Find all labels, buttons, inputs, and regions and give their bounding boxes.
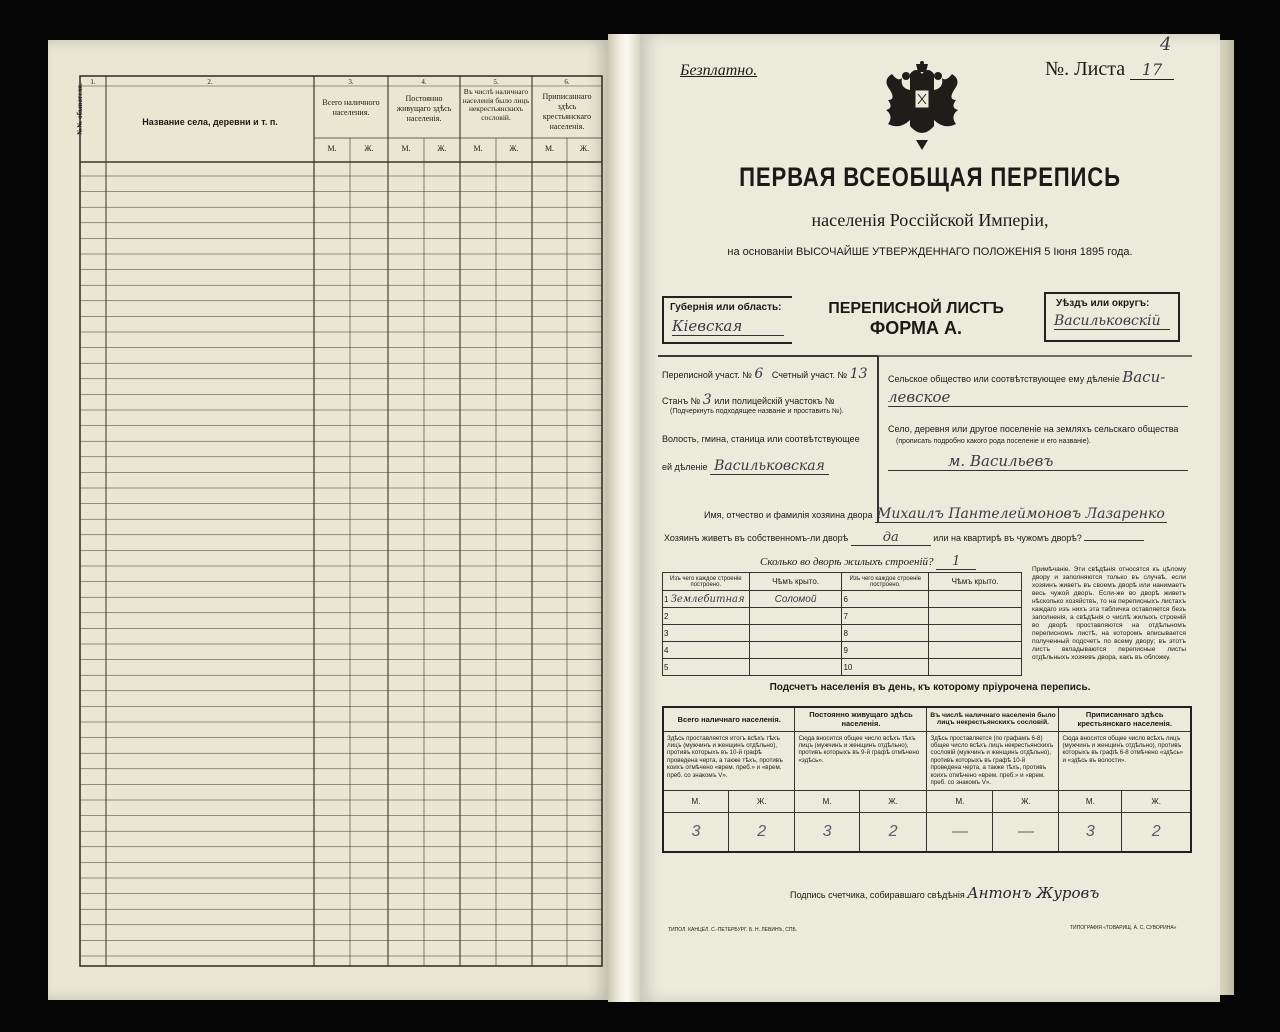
col6-male: М. <box>544 144 555 153</box>
document-basis: на основаніи ВЫСОЧАЙШЕ УТВЕРЖДЕННАГО ПОЛОЖЕНІЯ 5 Іюня 1895 года. <box>727 246 1133 258</box>
sheet-number <box>1045 58 1174 81</box>
right-page <box>640 34 1220 1002</box>
bld-header-what-right: Изъ чего каждое строеніе построено. <box>842 573 929 591</box>
col3-header: Всего наличного населения. <box>322 98 380 117</box>
printer-left: ТИПОЛ. КАНЦЕЛ. С.-ПЕТЕРБУРГ. Б. Н. ЛЕВИНЪ, СПБ. <box>668 927 798 933</box>
sum-m-3: М. <box>927 790 993 812</box>
free-label: Безплатно. <box>680 62 758 79</box>
summary-title: Подсчетъ населенія въ день, къ которому пріурочена перепись. <box>769 682 1091 693</box>
sum-value: — <box>993 812 1059 852</box>
sum-m-4: М. <box>1059 790 1122 812</box>
bld-num: 10 <box>842 659 929 676</box>
bld-row <box>663 591 1022 608</box>
sum-f-4: Ж. <box>1122 790 1191 812</box>
signature-label: Подпись счетчика, собиравшаго свѣдѣнія <box>790 890 965 900</box>
society-label: Сельское общество или соотвѣтствующее ему дѣленіе <box>888 374 1120 384</box>
volost-value: Васильковская <box>710 458 829 475</box>
bld-num: 7 <box>842 608 929 625</box>
buildings-table <box>662 572 1022 676</box>
col1-header: №№ обывателя. <box>76 83 84 135</box>
signature-row <box>790 884 1210 902</box>
note-text: Примѣчаніе. Эти свѣдѣнія относятся къ цѣлому двору и заполняются только въ случаѣ, если хозяинъ живетъ въ своемъ дворѣ или нанимаетъ весь чужой дворъ. Если-же во дворѣ живетъ нѣсколько хозяйствъ, то на переписныхъ листахъ каждаго изъ нихъ эта табличка оставляется безъ заполненія, а свѣдѣнія о числѣ жилыхъ строеній во дворѣ проставляются на отдѣльномъ переписномъ листѣ, на которомъ вписывается полученный подсчетъ по всему двору; въ этотъ листъ вкладываются переписные листы отдѣльныхъ хозяевъ двора, какъ въ обложку. <box>1032 566 1186 662</box>
bld-row1-what: Землебитная <box>670 593 745 605</box>
police-label: или полицейскій участокъ № <box>714 396 835 406</box>
sum-desc-3: Здѣсь проставляется (по графамъ 6-8) общее число всѣхъ лицъ некрестьянскихъ сословій (мужчинъ и женщинъ отдѣльно), противъ которыхъ въ графѣ 10-й проведена черта, а также тѣхъ, противъ коихъ отмѣчено «врем. преб.» и «врем. преб. со знакомъ V». <box>927 731 1059 790</box>
province-label: Губернія или область: <box>670 302 782 313</box>
col-number-4: 4. <box>421 78 427 86</box>
owner-row <box>704 506 1214 522</box>
village-value: м. Васильевъ <box>888 452 1188 471</box>
province-box <box>662 296 792 344</box>
buildings-label: Сколько во дворѣ жилыхъ строеній? <box>760 556 934 568</box>
volost-label-2: ей дѣленіе <box>662 462 708 472</box>
col-number-1: 1. <box>90 78 96 86</box>
signature-value: Антонъ Журовъ <box>967 884 1100 902</box>
sum-value: 2 <box>1122 812 1191 852</box>
bld-num: 4 <box>663 642 750 659</box>
stan-value: 3 <box>702 392 712 408</box>
page-edges <box>1220 40 1234 995</box>
col4-male: М. <box>401 144 411 153</box>
volost-label: Волость, гмина, станица или соотвѣтствующее <box>662 434 860 444</box>
lives-row <box>664 530 1184 546</box>
left-table-grid <box>48 40 608 1000</box>
sum-m-2: М. <box>795 790 859 812</box>
census-section-row <box>662 366 872 382</box>
census-section-label: Переписной участ. № <box>662 370 752 380</box>
book-spine <box>608 34 640 1002</box>
sum-value: 3 <box>663 812 728 852</box>
rent-label: или на квартирѣ въ чужомъ дворѣ? <box>933 533 1082 543</box>
left-page <box>48 40 608 1000</box>
sum-desc-1: Здѣсь проставляется итогъ всѣхъ тѣхъ лицъ (мужчинъ и женщинъ отдѣльно), противъ которыхъ въ 10-й графѣ проведена черта, а также тѣхъ, противъ коихъ отмѣчено «врем. преб.» и «врем. преб. со знакомъ V». <box>663 731 795 790</box>
sheet-number-value: 17 <box>1130 60 1174 80</box>
district-label: Уѣздъ или округъ: <box>1056 298 1150 309</box>
col-number-5: 5. <box>493 78 499 86</box>
bld-row <box>663 642 1022 659</box>
double-headed-eagle-icon <box>880 60 964 152</box>
bld-num: 3 <box>663 625 750 642</box>
col3-male: М. <box>327 144 337 153</box>
society-row <box>888 368 1188 386</box>
stan-row <box>662 392 872 408</box>
bld-num: 1 <box>664 594 669 604</box>
bld-row <box>663 625 1022 642</box>
sum-desc-4: Сюда вносится общее число всѣхъ лицъ (мужчинъ и женщинъ отдѣльно), противъ которыхъ въ графѣ 6-8 отмѣчено «здѣсь» и «здѣсь въ волости». <box>1059 731 1191 790</box>
sheet-number-label: №. Листа <box>1045 58 1126 80</box>
sum-f-3: Ж. <box>993 790 1059 812</box>
col5-header: Въ числѣ наличнаго населенія было лицъ некрестьянскихъ сословій. <box>462 87 530 122</box>
owner-label: Имя, отчество и фамилія хозяина двора <box>704 510 873 520</box>
bld-row <box>663 659 1022 676</box>
col4-female: Ж. <box>437 144 447 153</box>
district-box <box>1044 292 1180 342</box>
sheet-name <box>790 300 1042 339</box>
document-title: ПЕРВАЯ ВСЕОБЩАЯ ПЕРЕПИСЬ <box>739 162 1121 192</box>
count-section-label: Счетный участ. № <box>771 370 848 380</box>
stan-label: Станъ № <box>662 396 701 406</box>
census-section-value: 6 <box>754 366 764 382</box>
col6-header: Приписаннаго здѣсь крестьянскаго населенія. <box>542 92 592 131</box>
bld-header-roof-right: Чѣмъ крыто. <box>929 573 1022 591</box>
province-value: Кіевская <box>672 317 784 336</box>
col6-female: Ж. <box>579 144 590 153</box>
lives-label: Хозяинъ живетъ въ собственномъ-ли дворѣ <box>664 533 849 543</box>
sum-value: 2 <box>859 812 927 852</box>
village-label: Село, деревня или другое поселеніе на земляхъ сельскаго общества <box>888 424 1179 434</box>
col5-male: М. <box>473 144 483 153</box>
underline-note: (Подчеркнуть подходящее названіе и проставить №). <box>670 408 844 415</box>
sum-header-4: Приписаннаго здѣсь крестьянскаго населенія. <box>1059 707 1191 731</box>
col2-header: Название села, деревни и т. п. <box>142 117 278 127</box>
owner-value: Михаилъ Пантелеймоновъ Лазаренко <box>877 506 1165 522</box>
buildings-value: 1 <box>936 554 976 570</box>
col4-header: Постоянно живущаго здѣсь населенія. <box>396 94 452 123</box>
bld-num: 2 <box>663 608 750 625</box>
sum-value: 3 <box>1059 812 1122 852</box>
bld-num: 8 <box>842 625 929 642</box>
sum-value: — <box>927 812 993 852</box>
bld-row <box>663 608 1022 625</box>
rent-value-line <box>1084 540 1144 541</box>
bld-row1-roof: Соломой <box>749 591 842 608</box>
col5-female: Ж. <box>509 144 519 153</box>
col-number-2: 2. <box>207 78 213 86</box>
sum-value: 2 <box>728 812 795 852</box>
village-note: (прописать подробно какого рода поселеніе и его названіе). <box>896 438 1091 445</box>
volost-row <box>662 458 872 474</box>
col-number-6: 6. <box>564 78 570 86</box>
society-value-1: Васи- <box>1122 368 1166 386</box>
bld-num: 6 <box>842 591 929 608</box>
printer-right: ТИПОГРАФІЯ «ТОВАРИЩ. А. С. СУВОРИНА» <box>1070 925 1177 931</box>
sum-f-2: Ж. <box>859 790 927 812</box>
sum-header-3: Въ числѣ наличнаго населенія было лицъ некрестьянскихъ сословій. <box>927 707 1059 731</box>
lives-value: да <box>851 530 931 546</box>
bld-header-roof-left: Чѣмъ крыто. <box>749 573 842 591</box>
col-number-3: 3. <box>348 78 354 86</box>
society-value-2: левское <box>888 388 1188 407</box>
sum-header-1: Всего наличнаго населенія. <box>663 707 795 731</box>
sum-desc-2: Сюда вносится общее число всѣхъ тѣхъ лицъ (мужчинъ и женщинъ отдѣльно), противъ которыхъ въ 9-й графѣ отмѣчено «здѣсь». <box>795 731 927 790</box>
page-number: 4 <box>1160 34 1172 55</box>
sum-f-1: Ж. <box>728 790 795 812</box>
bld-num: 5 <box>663 659 750 676</box>
buildings-row <box>760 554 1060 570</box>
col3-female: Ж. <box>364 144 374 153</box>
sum-m-1: М. <box>663 790 728 812</box>
count-section-value: 13 <box>849 366 868 382</box>
sheet-name-1: ПЕРЕПИСНОЙ ЛИСТЪ <box>828 300 1004 317</box>
left-table-rows <box>80 176 602 956</box>
sheet-name-2: ФОРМА А. <box>869 318 963 339</box>
document-subtitle: населенія Россійской Имперіи, <box>811 210 1049 230</box>
summary-table <box>662 706 1192 853</box>
sum-header-2: Постоянно живущаго здѣсь населенія. <box>795 707 927 731</box>
sum-value: 3 <box>795 812 859 852</box>
district-value: Васильковскій <box>1054 313 1170 330</box>
bld-header-what-left: Изъ чего каждое строеніе построено. <box>663 573 750 591</box>
bld-num: 9 <box>842 642 929 659</box>
